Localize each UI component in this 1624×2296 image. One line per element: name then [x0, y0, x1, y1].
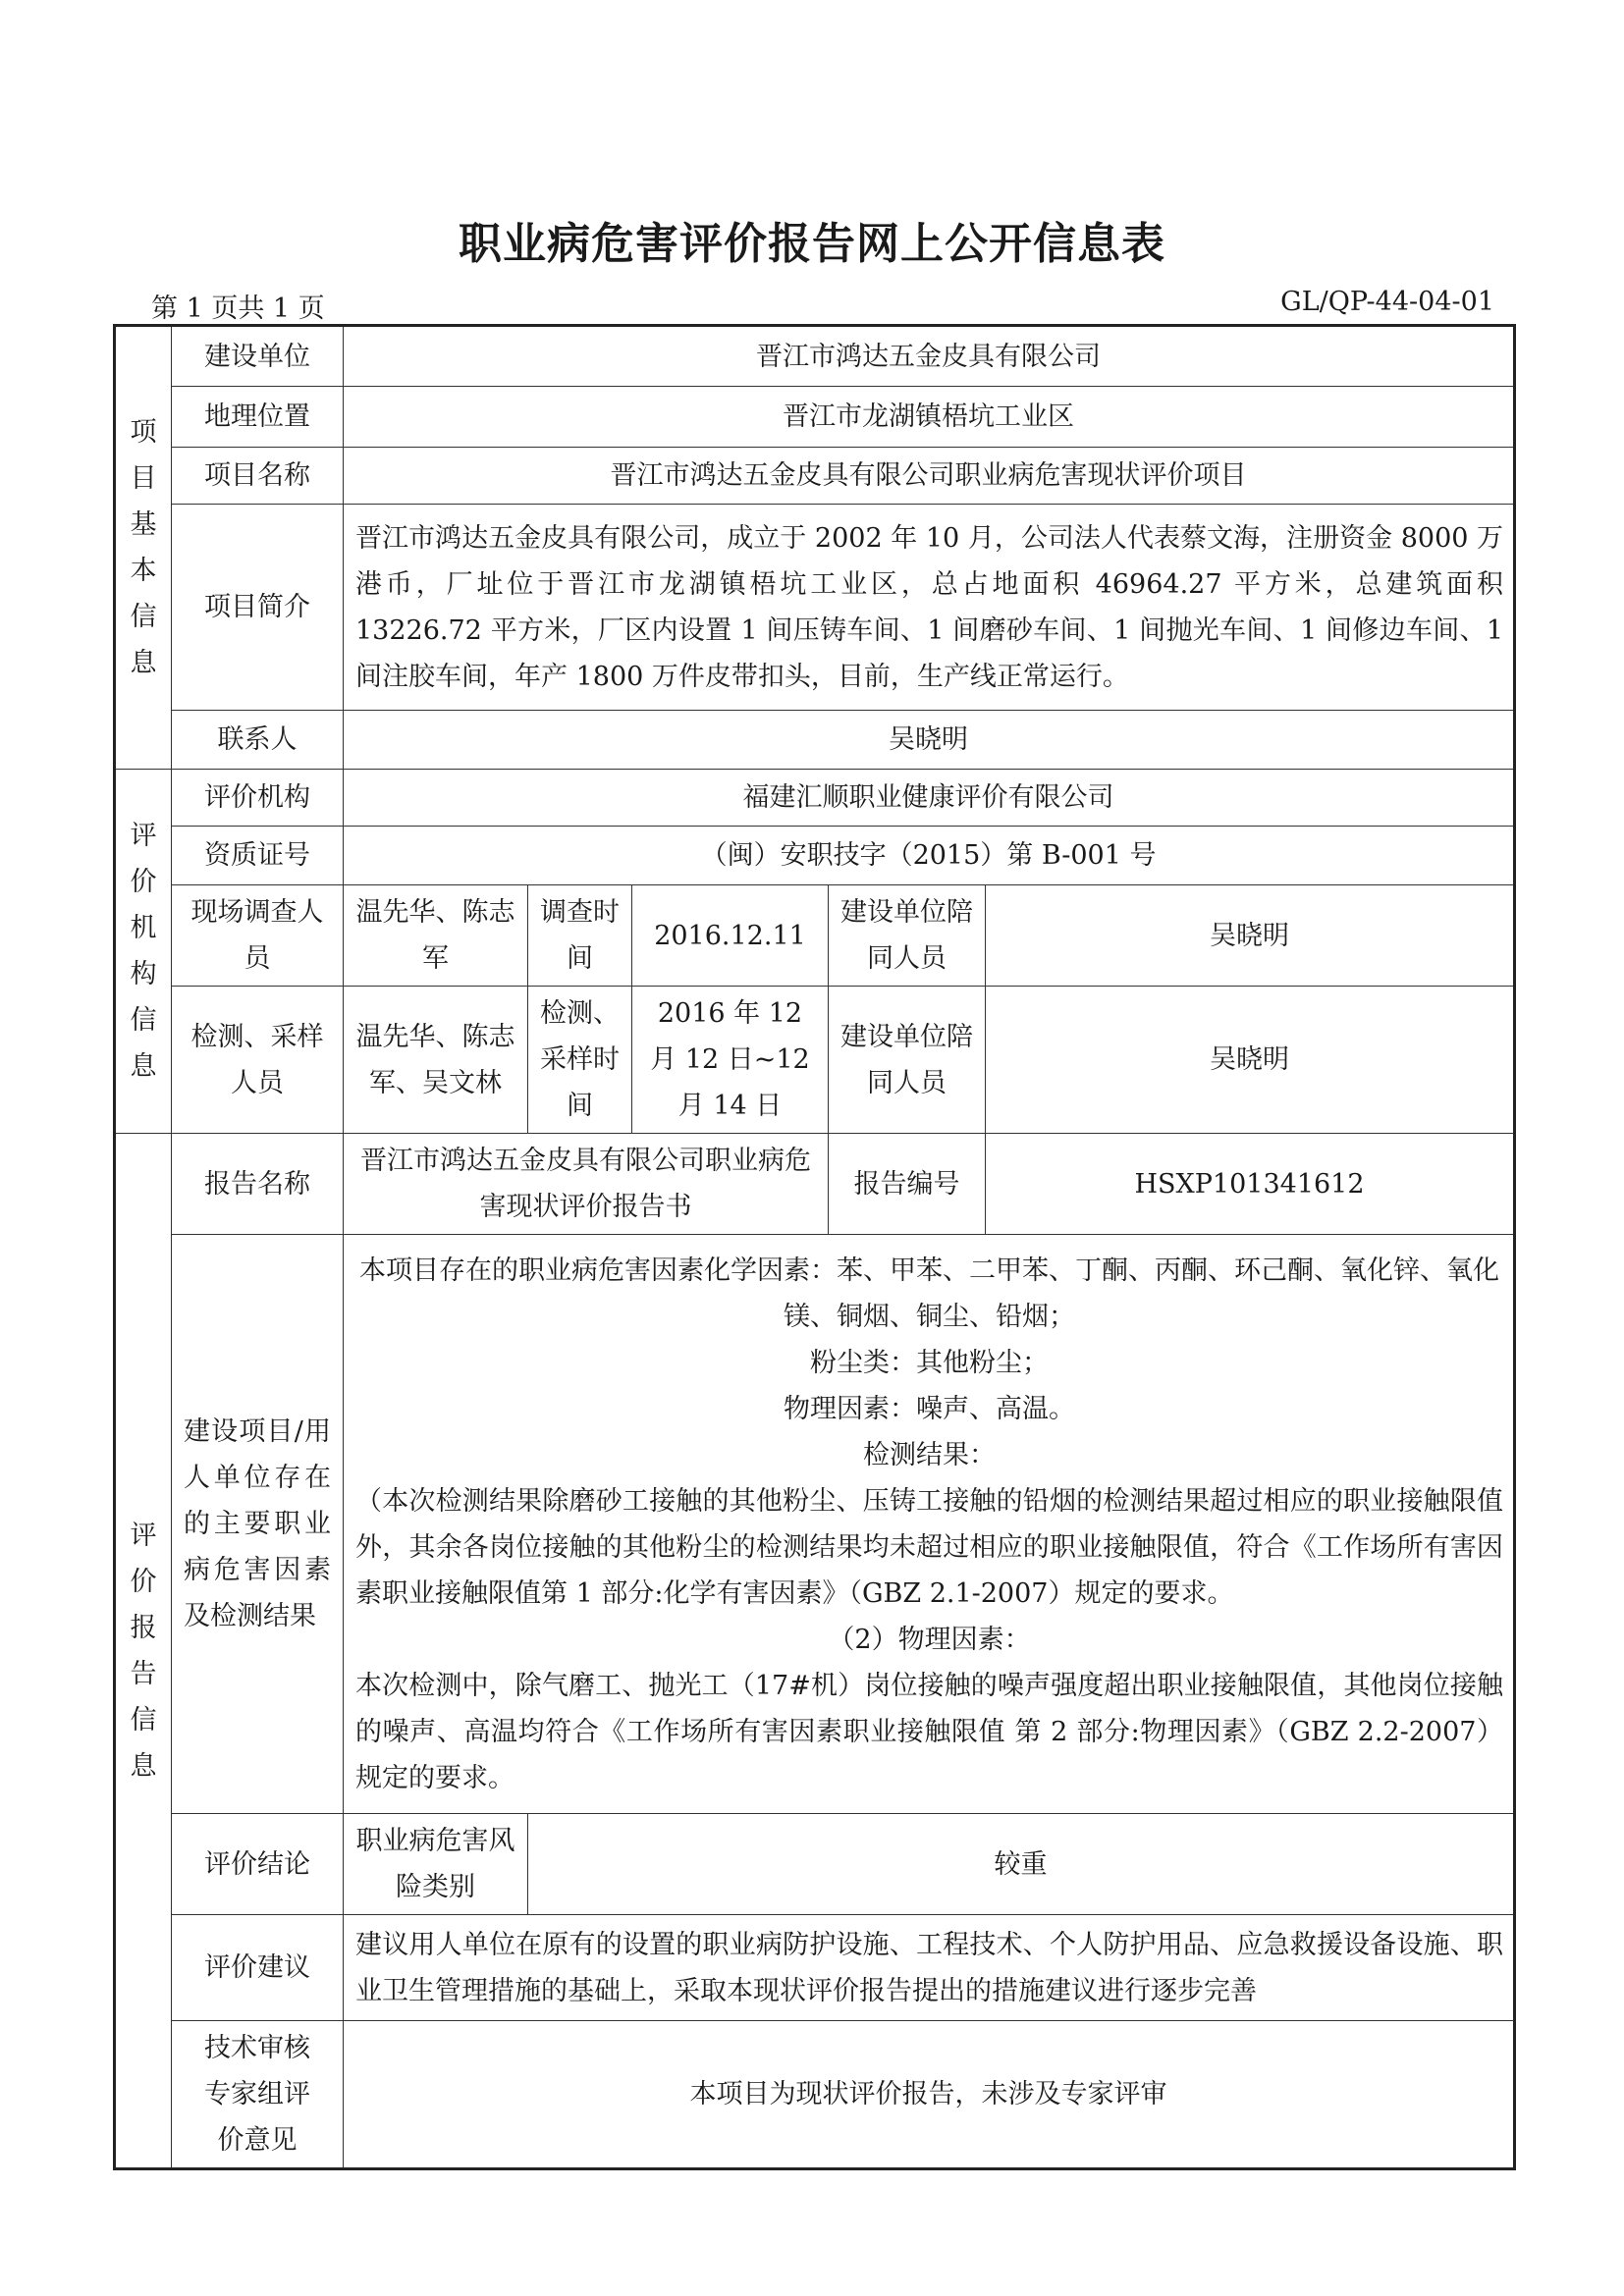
row-survey [115, 885, 1515, 987]
intro-value: 晋江市鸿达五金皮具有限公司，成立于 2002 年 10 月，公司法人代表蔡文海，注册资金 8000 万港币，厂址位于晋江市龙湖镇梧坑工业区，总占地面积 46964.27 平方米，总建筑面积 13226.72 平方米，厂区内设置 1 间压铸车间、1 间磨砂车间、1 间抛光车间、1 间修边车间、1 间注胶车间，年产 1800 万件皮带扣头，目前，生产线正常运行。 [344, 505, 1515, 711]
conclusion-label: 评价结论 [172, 1814, 344, 1915]
page-info: 第 1 页共 1 页 [151, 294, 325, 324]
factors-label: 建设项目/用人单位存在的主要职业病危害因素及检测结果 [172, 1235, 344, 1814]
project-name-label: 项目名称 [172, 448, 344, 505]
factors-physical: 物理因素：噪声、高温。 [784, 1393, 1076, 1424]
contact-value: 吴晓明 [344, 711, 1515, 770]
sampling-time-label: 检测、采样时间 [528, 987, 632, 1134]
sampling-staff-value: 温先华、陈志军、吴文林 [344, 987, 528, 1134]
agency-label: 评价机构 [172, 770, 344, 827]
row-location [115, 387, 1515, 448]
report-name-label: 报告名称 [172, 1134, 344, 1235]
section-basic: 项目基本信息 [115, 326, 172, 770]
row-report-name [115, 1134, 1515, 1235]
location-label: 地理位置 [172, 387, 344, 448]
survey-time-label: 调查时间 [528, 885, 632, 987]
agency-value: 福建汇顺职业健康评价有限公司 [344, 770, 1515, 827]
report-number-label: 报告编号 [829, 1134, 986, 1235]
section-report: 评价报告信息 [115, 1134, 172, 2169]
row-intro [115, 505, 1515, 711]
cert-label: 资质证号 [172, 827, 344, 885]
report-number-value: HSXP101341612 [986, 1134, 1515, 1235]
survey-escort-label: 建设单位陪同人员 [829, 885, 986, 987]
project-name-value: 晋江市鸿达五金皮具有限公司职业病危害现状评价项目 [344, 448, 1515, 505]
row-agency [115, 770, 1515, 827]
page-title: 职业病危害评价报告网上公开信息表 [459, 219, 1165, 269]
advice-label: 评价建议 [172, 1915, 344, 2021]
row-sampling [115, 987, 1515, 1134]
survey-staff-value: 温先华、陈志军 [344, 885, 528, 987]
physical-title: （2）物理因素： [828, 1624, 1031, 1655]
expert-label: 技术审核专家组评价意见 [172, 2021, 344, 2169]
risk-label: 职业病危害风险类别 [344, 1814, 528, 1915]
factors-dust: 粉尘类：其他粉尘； [810, 1347, 1050, 1378]
survey-time-value: 2016.12.11 [632, 885, 829, 987]
row-contact [115, 711, 1515, 770]
row-expert [115, 2021, 1515, 2169]
row-project-name [115, 448, 1515, 505]
sampling-time-value: 2016 年 12 月 12 日~12 月 14 日 [632, 987, 829, 1134]
row-advice [115, 1915, 1515, 2021]
results-title: 检测结果： [863, 1439, 997, 1470]
row-cert [115, 827, 1515, 885]
factors-value [344, 1235, 1515, 1814]
sampling-escort-value: 吴晓明 [986, 987, 1515, 1134]
unit-label: 建设单位 [172, 326, 344, 387]
section-agency: 评价机构信息 [115, 770, 172, 1134]
sampling-escort-label: 建设单位陪同人员 [829, 987, 986, 1134]
advice-value: 建议用人单位在原有的设置的职业病防护设施、工程技术、个人防护用品、应急救援设备设施、职业卫生管理措施的基础上，采取本现状评价报告提出的措施建议进行逐步完善 [344, 1915, 1515, 2021]
sampling-staff-label: 检测、采样人员 [172, 987, 344, 1134]
location-value: 晋江市龙湖镇梧坑工业区 [344, 387, 1515, 448]
row-unit [115, 326, 1515, 387]
row-conclusion [115, 1814, 1515, 1915]
survey-escort-value: 吴晓明 [986, 885, 1515, 987]
survey-staff-label: 现场调查人员 [172, 885, 344, 987]
physical-result: 本次检测中，除气磨工、抛光工（17#机）岗位接触的噪声强度超出职业接触限值，其他岗位接触的噪声、高温均符合《工作场所有害因素职业接触限值 第 2 部分:物理因素》（GBZ 2.2-2007）规定的要求。 [355, 1670, 1504, 1793]
cert-value: （闽）安职技字（2015）第 B-001 号 [344, 827, 1515, 885]
row-factors [115, 1235, 1515, 1814]
expert-value: 本项目为现状评价报告，未涉及专家评审 [344, 2021, 1515, 2169]
report-name-value: 晋江市鸿达五金皮具有限公司职业病危害现状评价报告书 [344, 1134, 829, 1235]
risk-value: 较重 [528, 1814, 1515, 1915]
unit-value: 晋江市鸿达五金皮具有限公司 [344, 326, 1515, 387]
intro-label: 项目简介 [172, 505, 344, 711]
chem-result: （本次检测结果除磨砂工接触的其他粉尘、压铸工接触的铅烟的检测结果超过相应的职业接触限值外，其余各岗位接触的其他粉尘的检测结果均未超过相应的职业接触限值，符合《工作场所有害因素职业接触限值第 1 部分:化学有害因素》（GBZ 2.1-2007）规定的要求。 [355, 1485, 1504, 1609]
contact-label: 联系人 [172, 711, 344, 770]
info-table [113, 324, 1516, 2170]
doc-code: GL/QP-44-04-01 [1280, 287, 1494, 317]
factors-chem: 本项目存在的职业病危害因素化学因素：苯、甲苯、二甲苯、丁酮、丙酮、环己酮、氧化锌、氧化镁、铜烟、铜尘、铅烟； [359, 1255, 1500, 1332]
